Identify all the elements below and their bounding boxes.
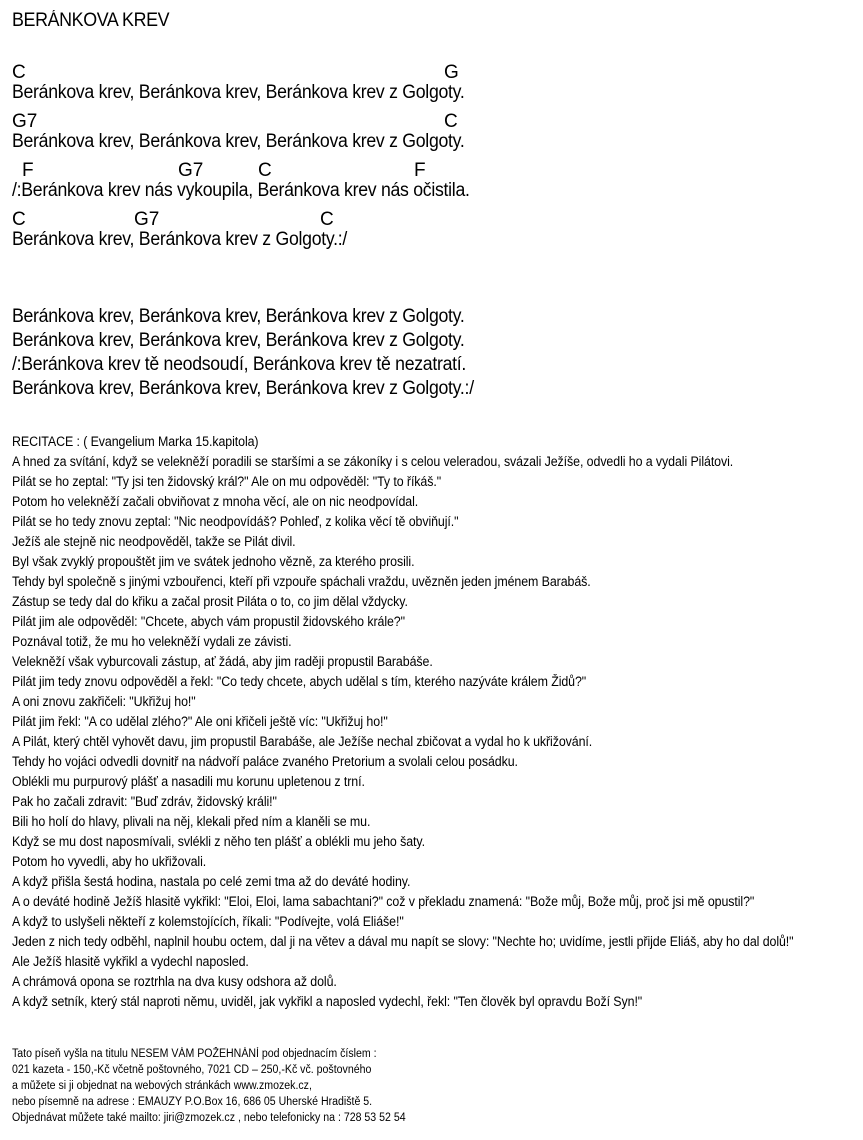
recitace-line: Pilát jim ale odpověděl: "Chcete, abych vám propustil židovského krále?" xyxy=(12,614,405,629)
recitace-line: A když to uslyšeli někteří z kolemstojících, říkali: "Podívejte, volá Eliáše!" xyxy=(12,914,404,929)
chord-line xyxy=(12,60,852,84)
lyric-line: Beránkova krev, Beránkova krev, Beránkova krev z Golgoty. xyxy=(12,82,465,103)
recitace-line: Pak ho začali zdravit: "Buď zdráv, židovský králi!" xyxy=(12,794,277,809)
recitace-line: Byl však zvyklý propouštět jim ve svátek jednoho vězně, za kterého prosili. xyxy=(12,554,415,569)
chord: C xyxy=(444,111,458,132)
lyric-line: Beránkova krev, Beránkova krev, Beránkova krev z Golgoty. xyxy=(12,131,465,152)
recitace-line: Pilát se ho zeptal: "Ty jsi ten židovský král?" Ale on mu odpověděl: "Ty to říkáš." xyxy=(12,474,442,489)
recitace-line: Ježíš ale stejně nic neodpověděl, takže se Pilát divil. xyxy=(12,534,296,549)
recitace-heading: RECITACE : ( Evangelium Marka 15.kapitola) xyxy=(12,434,259,449)
chord: G7 xyxy=(178,160,204,181)
footer-line: Tato píseň vyšla na titulu NESEM VÁM POŽEHNÁNÍ pod objednacím číslem : xyxy=(12,1048,377,1060)
chord: G7 xyxy=(12,111,38,132)
chord: C xyxy=(320,209,334,230)
lyric-line: Beránkova krev, Beránkova krev, Beránkova krev z Golgoty. xyxy=(12,330,465,351)
recitace-line: A chrámová opona se roztrhla na dva kusy odshora až dolů. xyxy=(12,974,337,989)
recitace-line: A oni znovu zakřičeli: "Ukřižuj ho!" xyxy=(12,694,196,709)
chord: F xyxy=(414,160,426,181)
recitace-section xyxy=(12,432,861,1012)
recitace-line: A hned za svítání, když se velekněží poradili se staršími a se zákoníky i s celou veleradou, svázali Ježíše, odvedli ho a vydali Pilátovi. xyxy=(12,454,734,469)
recitace-line: A když přišla šestá hodina, nastala po celé zemi tma až do deváté hodiny. xyxy=(12,874,411,889)
song-title: BERÁNKOVA KREV xyxy=(12,10,170,31)
chord: C xyxy=(12,62,26,83)
recitace-line: Bili ho holí do hlavy, plivali na něj, klekali před ním a klaněli se mu. xyxy=(12,814,371,829)
verse-1 xyxy=(12,60,852,256)
footer-line: 021 kazeta - 150,-Kč včetně poštovného, 7021 CD – 250,-Kč vč. poštovného xyxy=(12,1064,372,1076)
chord: F xyxy=(22,160,34,181)
chord-line xyxy=(12,207,852,231)
recitace-line: Pilát jim tedy znovu odpověděl a řekl: "Co tedy chcete, abych udělal s tím, kterého nazýváte králem Židů?" xyxy=(12,674,587,689)
verse-2 xyxy=(12,305,509,401)
chord: G xyxy=(444,62,459,83)
verse-1-line-2 xyxy=(12,109,852,158)
verse-1-line-1 xyxy=(12,60,852,109)
recitace-line: A když setník, který stál naproti němu, uviděl, jak vykřikl a naposled vydechl, řekl: "Ten člověk byl opravdu Boží Syn!" xyxy=(12,994,643,1009)
recitace-line: Potom ho vyvedli, aby ho ukřižovali. xyxy=(12,854,207,869)
ordering-info xyxy=(12,1046,440,1126)
lyric-line: Beránkova krev, Beránkova krev, Beránkova krev z Golgoty. xyxy=(12,306,465,327)
recitace-line: Tehdy byl společně s jinými vzbouřenci, kteří při vzpouře spáchali vraždu, uvězněn jeden jménem Barabáš. xyxy=(12,574,591,589)
recitace-line: Pilát jim řekl: "A co udělal zlého?" Ale oni křičeli ještě víc: "Ukřižuj ho!" xyxy=(12,714,388,729)
chord: C xyxy=(12,209,26,230)
footer-line: a můžete si ji objednat na webových stránkách www.zmozek.cz, xyxy=(12,1080,312,1092)
recitace-line: Když se mu dost naposmívali, svlékli z něho ten plášť a oblékli mu jeho šaty. xyxy=(12,834,425,849)
verse-1-line-4 xyxy=(12,207,852,256)
recitace-line: Pilát se ho tedy znovu zeptal: "Nic neodpovídáš? Pohleď, z kolika věcí tě obviňují." xyxy=(12,514,459,529)
verse-1-line-3 xyxy=(12,158,852,207)
recitace-line: A Pilát, který chtěl vyhovět davu, jim propustil Barabáše, ale Ježíše nechal zbičovat a vydal ho k ukřižování. xyxy=(12,734,593,749)
recitace-line: Poznával totiž, že mu ho velekněží vydali ze závisti. xyxy=(12,634,292,649)
recitace-line: Velekněží však vyburcovali zástup, ať žádá, aby jim raději propustil Barabáše. xyxy=(12,654,433,669)
recitace-line: Tehdy ho vojáci odvedli dovnitř na nádvoří paláce zvaného Pretorium a svolali celou posádku. xyxy=(12,754,518,769)
chord: G7 xyxy=(134,209,160,230)
recitace-line: Potom ho velekněží začali obviňovat z mnoha věcí, ale on nic neodpovídal. xyxy=(12,494,419,509)
footer-line: nebo písemně na adrese : EMAUZY P.O.Box 16, 686 05 Uherské Hradiště 5. xyxy=(12,1096,373,1108)
recitace-line: Oblékli mu purpurový plášť a nasadili mu korunu upletenou z trní. xyxy=(12,774,365,789)
recitace-line: A o deváté hodině Ježíš hlasitě vykřikl: "Eloi, Eloi, lama sabachtani?" což v překladu znamená: "Bože můj, Bože můj, proč jsi mě opustil?" xyxy=(12,894,755,909)
footer-line: Objednávat můžete také mailto: jiri@zmozek.cz , nebo telefonicky na : 728 53 52 54 xyxy=(12,1112,406,1124)
chord-line xyxy=(12,158,852,182)
recitace-line: Jeden z nich tedy odběhl, naplnil houbu octem, dal ji na větev a dával mu napít se slovy: "Nechte ho; uvidíme, jestli přijde Eliáš, aby ho dal dolů!" xyxy=(12,934,794,949)
recitace-line: Zástup se tedy dal do křiku a začal prosit Piláta o to, co jim dělal vždycky. xyxy=(12,594,408,609)
lyric-line: Beránkova krev, Beránkova krev z Golgoty.:/ xyxy=(12,229,348,250)
lyric-line: Beránkova krev, Beránkova krev, Beránkova krev z Golgoty.:/ xyxy=(12,378,474,399)
chord: C xyxy=(258,160,272,181)
chord-line xyxy=(12,109,852,133)
recitace-line: Ale Ježíš hlasitě vykřikl a vydechl naposled. xyxy=(12,954,249,969)
lyric-line: /:Beránkova krev nás vykoupila, Beránkova krev nás očistila. xyxy=(12,180,470,201)
lyric-line: /:Beránkova krev tě neodsoudí, Beránkova krev tě nezatratí. xyxy=(12,354,467,375)
